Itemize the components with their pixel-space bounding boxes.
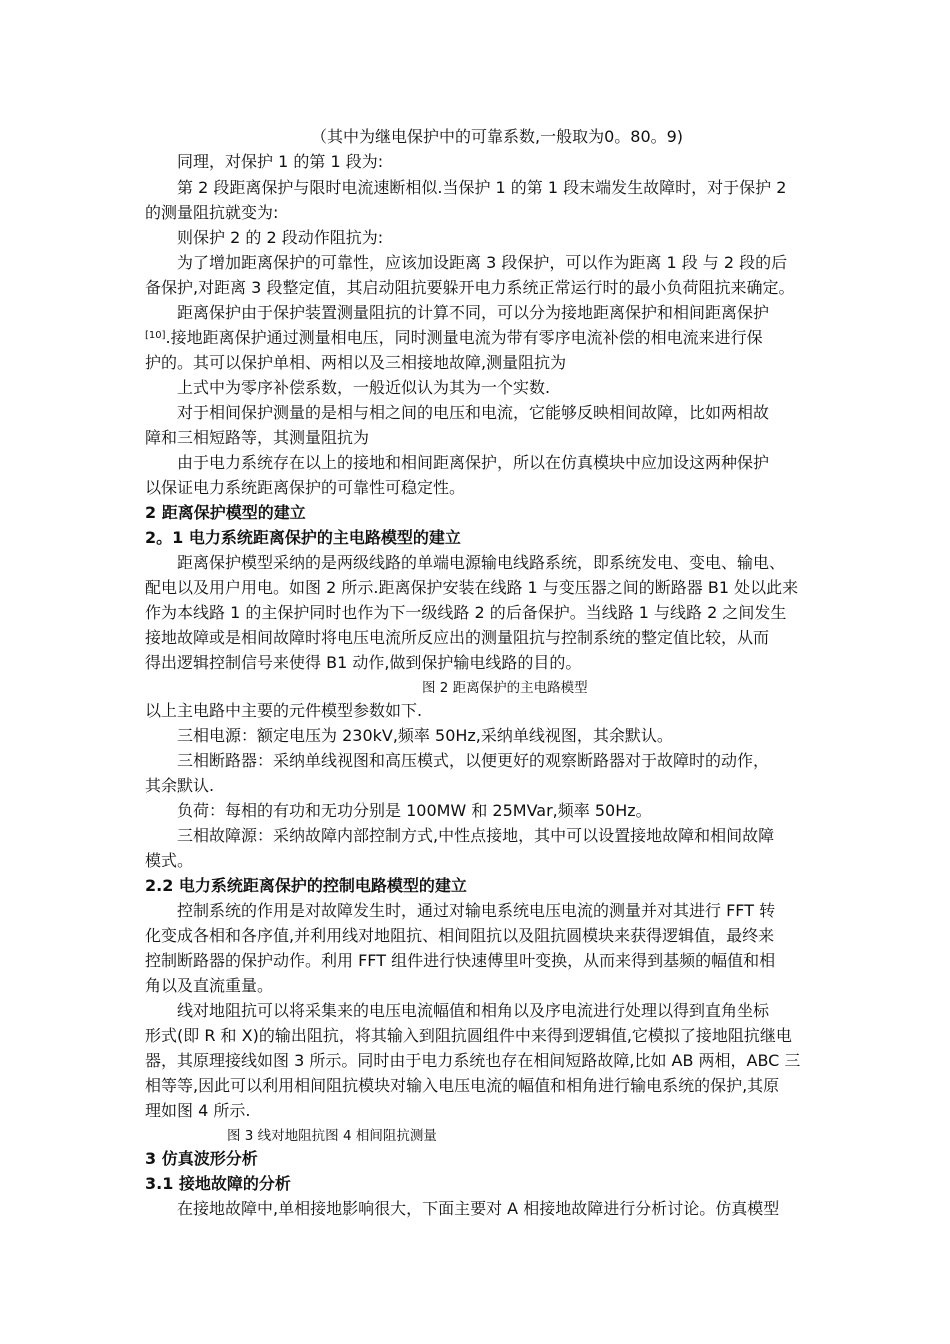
paragraph: 同理，对保护 1 的第 1 段为: [177,152,384,171]
paragraph: 接地故障或是相间故障时将电压电流所反应出的测量阻抗与控制系统的整定值比较，从而 [145,628,770,647]
paragraph: 得出逻辑控制信号来使得 B1 动作,做到保护输电线路的目的。 [145,653,582,672]
paragraph: 由于电力系统存在以上的接地和相间距离保护，所以在仿真模块中应加设这两种保护 [177,453,770,472]
paragraph: 距离保护模型采纳的是两级线路的单端电源输电线路系统，即系统发电、变电、输电、 [177,553,786,572]
paragraph: 以保证电力系统距离保护的可靠性可稳定性。 [145,478,466,497]
subsection-heading: 2。1 电力系统距离保护的主电路模型的建立 [145,528,461,547]
paragraph: 控制断路器的保护动作。利用 FFT 组件进行快速傅里叶变换，从而来得到基频的幅值和相 [145,951,776,970]
paragraph: 对于相间保护测量的是相与相之间的电压和电流，它能够反映相间故障，比如两相故 [177,403,770,422]
paragraph: 以上主电路中主要的元件模型参数如下. [145,701,423,720]
paragraph: 化变成各相和各序值,并利用线对地阻抗、相间阻抗以及阻抗圆模块来获得逻辑值，最终来 [145,926,775,945]
paragraph-text: .接地距离保护通过测量相电压，同时测量电流为带有零序电流补偿的相电流来进行保 [165,328,763,347]
paragraph: 上式中为零序补偿系数，一般近似认为其为一个实数. [177,378,551,397]
paragraph: 作为本线路 1 的主保护同时也作为下一级线路 2 的后备保护。当线路 1 与线路 2 之间发生 [145,603,787,622]
citation-ref: [10] [145,330,166,341]
paragraph: 则保护 2 的 2 段动作阻抗为: [177,228,384,247]
section-heading: 2 距离保护模型的建立 [145,503,306,522]
subsection-heading: 2.2 电力系统距离保护的控制电路模型的建立 [145,876,467,895]
paragraph: 模式。 [145,851,194,870]
paragraph: 角以及直流重量。 [145,976,274,995]
paragraph: 三相电源：额定电压为 230kV,频率 50Hz,采纳单线视图，其余默认。 [177,726,673,745]
paragraph: 为了增加距离保护的可靠性，应该加设距离 3 段保护，可以作为距离 1 段 与 2 段的后 [177,253,788,272]
paragraph: 配电以及用户用电。如图 2 所示.距离保护安装在线路 1 与变压器之间的断路器 B1 处以此来 [145,578,799,597]
paragraph: 控制系统的作用是对故障发生时，通过对输电系统电压电流的测量并对其进行 FFT 转 [177,901,776,920]
figure-caption: 图 3 线对地阻抗图 4 相间阻抗测量 [227,1128,437,1144]
paragraph: 三相故障源：采纳故障内部控制方式,中性点接地，其中可以设置接地故障和相间故障 [177,826,775,845]
paragraph: 相等等,因此可以利用相间阻抗模块对输入电压电流的幅值和相角进行输电系统的保护,其原 [145,1076,780,1095]
paragraph: 负荷：每相的有功和无功分别是 100MW 和 25MVar,频率 50Hz。 [177,801,652,820]
paragraph: 线对地阻抗可以将采集来的电压电流幅值和相角以及序电流进行处理以得到直角坐标 [177,1001,770,1020]
paragraph: 距离保护由于保护装置测量阻抗的计算不同，可以分为接地距离保护和相间距离保护 [177,303,770,322]
paragraph: 护的。其可以保护单相、两相以及三相接地故障,测量阻抗为 [145,353,567,372]
paragraph: 在接地故障中,单相接地影响很大，下面主要对 A 相接地故障进行分析讨论。仿真模型 [177,1199,780,1218]
paragraph: 三相断路器：采纳单线视图和高压模式，以便更好的观察断路器对于故障时的动作， [177,751,770,770]
section-heading: 3 仿真波形分析 [145,1149,258,1168]
paragraph: 第 2 段距离保护与限时电流速断相似.当保护 1 的第 1 段末端发生故障时，对于保护 2 [177,178,787,197]
paragraph: 理如图 4 所示. [145,1101,251,1120]
paragraph: 备保护,对距离 3 段整定值，其启动阻抗要躲开电力系统正常运行时的最小负荷阻抗来确定。 [145,278,795,297]
subsection-heading: 3.1 接地故障的分析 [145,1174,291,1193]
figure-caption: 图 2 距离保护的主电路模型 [422,680,588,696]
reliability-coefficient-note: （其中为继电保护中的可靠系数,一般取为0。80。9) [311,127,684,146]
paragraph: 障和三相短路等，其测量阻抗为 [145,428,370,447]
paragraph [145,328,763,348]
paragraph: 其余默认. [145,776,215,795]
paragraph: 的测量阻抗就变为: [145,203,279,222]
paragraph: 器，其原理接线如图 3 所示。同时由于电力系统也存在相间短路故障,比如 AB 两相，ABC 三 [145,1051,801,1070]
paragraph: 形式(即 R 和 X)的输出阻抗，将其输入到阻抗圆组件中来得到逻辑值,它模拟了接地阻抗继电 [145,1026,792,1045]
